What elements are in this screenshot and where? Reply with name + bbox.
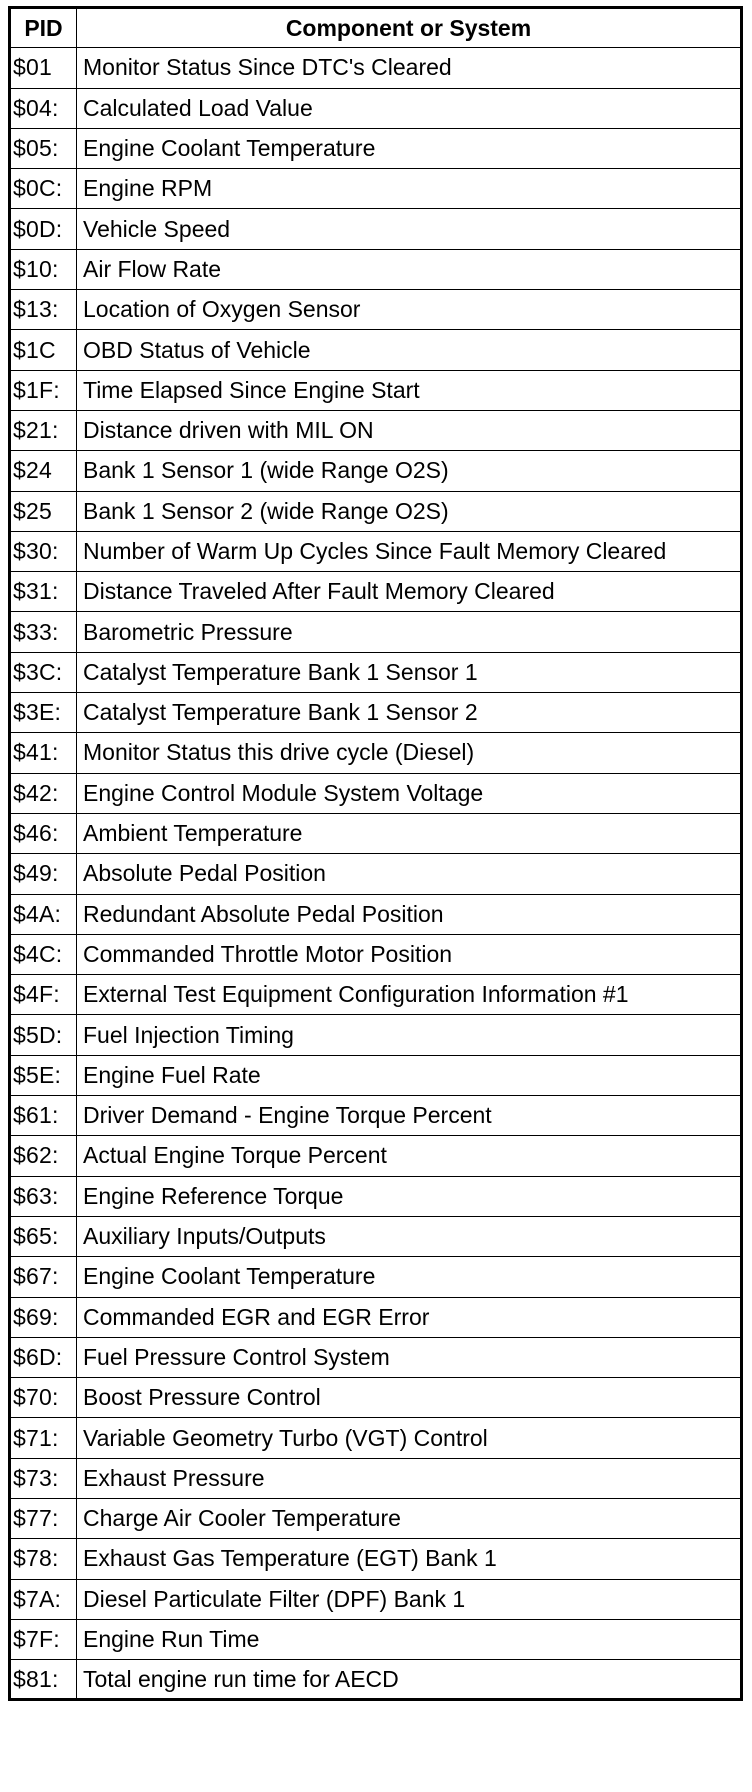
component-cell: Commanded Throttle Motor Position [77, 934, 742, 974]
component-cell: Number of Warm Up Cycles Since Fault Memory Cleared [77, 531, 742, 571]
component-cell: Engine Run Time [77, 1619, 742, 1659]
table-row [10, 451, 742, 491]
pid-code-cell: $49: [10, 854, 77, 894]
component-cell: Barometric Pressure [77, 612, 742, 652]
pid-code-cell: $04: [10, 88, 77, 128]
table-row [10, 1378, 742, 1418]
component-cell: Exhaust Pressure [77, 1458, 742, 1498]
component-cell: Absolute Pedal Position [77, 854, 742, 894]
component-cell: Diesel Particulate Filter (DPF) Bank 1 [77, 1579, 742, 1619]
component-cell: Driver Demand - Engine Torque Percent [77, 1096, 742, 1136]
component-cell: External Test Equipment Configuration Information #1 [77, 975, 742, 1015]
pid-code-cell: $78: [10, 1539, 77, 1579]
table-row [10, 1579, 742, 1619]
pid-code-cell: $05: [10, 128, 77, 168]
table-row [10, 894, 742, 934]
pid-code-cell: $4A: [10, 894, 77, 934]
pid-code-cell: $3E: [10, 693, 77, 733]
component-cell: Total engine run time for AECD [77, 1660, 742, 1700]
table-row [10, 1015, 742, 1055]
pid-code-cell: $24 [10, 451, 77, 491]
table-row [10, 813, 742, 853]
pid-code-cell: $77: [10, 1498, 77, 1538]
component-cell: Engine Fuel Rate [77, 1055, 742, 1095]
table-row [10, 1216, 742, 1256]
component-cell: OBD Status of Vehicle [77, 330, 742, 370]
header-component: Component or System [77, 8, 742, 48]
table-row [10, 612, 742, 652]
table-header-row [10, 8, 742, 48]
pid-code-cell: $71: [10, 1418, 77, 1458]
pid-code-cell: $33: [10, 612, 77, 652]
component-cell: Time Elapsed Since Engine Start [77, 370, 742, 410]
component-cell: Bank 1 Sensor 2 (wide Range O2S) [77, 491, 742, 531]
pid-code-cell: $31: [10, 572, 77, 612]
pid-code-cell: $70: [10, 1378, 77, 1418]
component-cell: Auxiliary Inputs/Outputs [77, 1216, 742, 1256]
component-cell: Exhaust Gas Temperature (EGT) Bank 1 [77, 1539, 742, 1579]
component-cell: Engine Control Module System Voltage [77, 773, 742, 813]
pid-code-cell: $67: [10, 1257, 77, 1297]
pid-code-cell: $46: [10, 813, 77, 853]
component-cell: Fuel Injection Timing [77, 1015, 742, 1055]
pid-code-cell: $7A: [10, 1579, 77, 1619]
table-row [10, 1498, 742, 1538]
component-cell: Distance Traveled After Fault Memory Cleared [77, 572, 742, 612]
table-row [10, 249, 742, 289]
component-cell: Monitor Status this drive cycle (Diesel) [77, 733, 742, 773]
component-cell: Engine Reference Torque [77, 1176, 742, 1216]
header-pid: PID [10, 8, 77, 48]
table-row [10, 410, 742, 450]
pid-code-cell: $5D: [10, 1015, 77, 1055]
pid-code-cell: $73: [10, 1458, 77, 1498]
table-row [10, 1458, 742, 1498]
pid-code-cell: $10: [10, 249, 77, 289]
component-cell: Commanded EGR and EGR Error [77, 1297, 742, 1337]
component-cell: Vehicle Speed [77, 209, 742, 249]
pid-code-cell: $69: [10, 1297, 77, 1337]
table-row [10, 934, 742, 974]
component-cell: Air Flow Rate [77, 249, 742, 289]
component-cell: Fuel Pressure Control System [77, 1337, 742, 1377]
component-cell: Actual Engine Torque Percent [77, 1136, 742, 1176]
pid-code-cell: $42: [10, 773, 77, 813]
table-row [10, 1176, 742, 1216]
table-row [10, 330, 742, 370]
pid-code-cell: $13: [10, 290, 77, 330]
pid-code-cell: $4F: [10, 975, 77, 1015]
table-body [10, 48, 742, 1700]
pid-code-cell: $1C [10, 330, 77, 370]
table-row [10, 572, 742, 612]
component-cell: Ambient Temperature [77, 813, 742, 853]
component-cell: Redundant Absolute Pedal Position [77, 894, 742, 934]
pid-code-cell: $41: [10, 733, 77, 773]
table-row [10, 1136, 742, 1176]
component-cell: Charge Air Cooler Temperature [77, 1498, 742, 1538]
table-row [10, 773, 742, 813]
table-row [10, 290, 742, 330]
pid-code-cell: $0C: [10, 169, 77, 209]
table-row [10, 88, 742, 128]
pid-code-cell: $3C: [10, 652, 77, 692]
table-row [10, 1257, 742, 1297]
component-cell: Boost Pressure Control [77, 1378, 742, 1418]
component-cell: Calculated Load Value [77, 88, 742, 128]
component-cell: Engine Coolant Temperature [77, 128, 742, 168]
table-row [10, 1418, 742, 1458]
table-row [10, 1297, 742, 1337]
component-cell: Catalyst Temperature Bank 1 Sensor 2 [77, 693, 742, 733]
pid-code-cell: $01 [10, 48, 77, 88]
table-row [10, 531, 742, 571]
table-row [10, 652, 742, 692]
pid-code-cell: $63: [10, 1176, 77, 1216]
pid-code-cell: $81: [10, 1660, 77, 1700]
pid-code-cell: $61: [10, 1096, 77, 1136]
table-row [10, 128, 742, 168]
table-row [10, 209, 742, 249]
table-row [10, 169, 742, 209]
table-row [10, 854, 742, 894]
pid-code-cell: $6D: [10, 1337, 77, 1377]
pid-code-cell: $5E: [10, 1055, 77, 1095]
pid-code-cell: $30: [10, 531, 77, 571]
table-row [10, 370, 742, 410]
pid-code-cell: $4C: [10, 934, 77, 974]
component-cell: Monitor Status Since DTC's Cleared [77, 48, 742, 88]
component-cell: Engine RPM [77, 169, 742, 209]
pid-code-cell: $21: [10, 410, 77, 450]
table-row [10, 733, 742, 773]
table-row [10, 1619, 742, 1659]
pid-code-cell: $62: [10, 1136, 77, 1176]
pid-code-cell: $25 [10, 491, 77, 531]
component-cell: Location of Oxygen Sensor [77, 290, 742, 330]
table-row [10, 1539, 742, 1579]
component-cell: Variable Geometry Turbo (VGT) Control [77, 1418, 742, 1458]
table-row [10, 693, 742, 733]
component-cell: Catalyst Temperature Bank 1 Sensor 1 [77, 652, 742, 692]
component-cell: Engine Coolant Temperature [77, 1257, 742, 1297]
pid-code-cell: $0D: [10, 209, 77, 249]
component-cell: Bank 1 Sensor 1 (wide Range O2S) [77, 451, 742, 491]
pid-code-cell: $1F: [10, 370, 77, 410]
table-row [10, 1660, 742, 1700]
table-row [10, 1337, 742, 1377]
table-row [10, 1055, 742, 1095]
table-row [10, 975, 742, 1015]
table-row [10, 48, 742, 88]
pid-code-cell: $7F: [10, 1619, 77, 1659]
table-row [10, 1096, 742, 1136]
table-row [10, 491, 742, 531]
pid-table [8, 6, 743, 1701]
component-cell: Distance driven with MIL ON [77, 410, 742, 450]
pid-code-cell: $65: [10, 1216, 77, 1256]
